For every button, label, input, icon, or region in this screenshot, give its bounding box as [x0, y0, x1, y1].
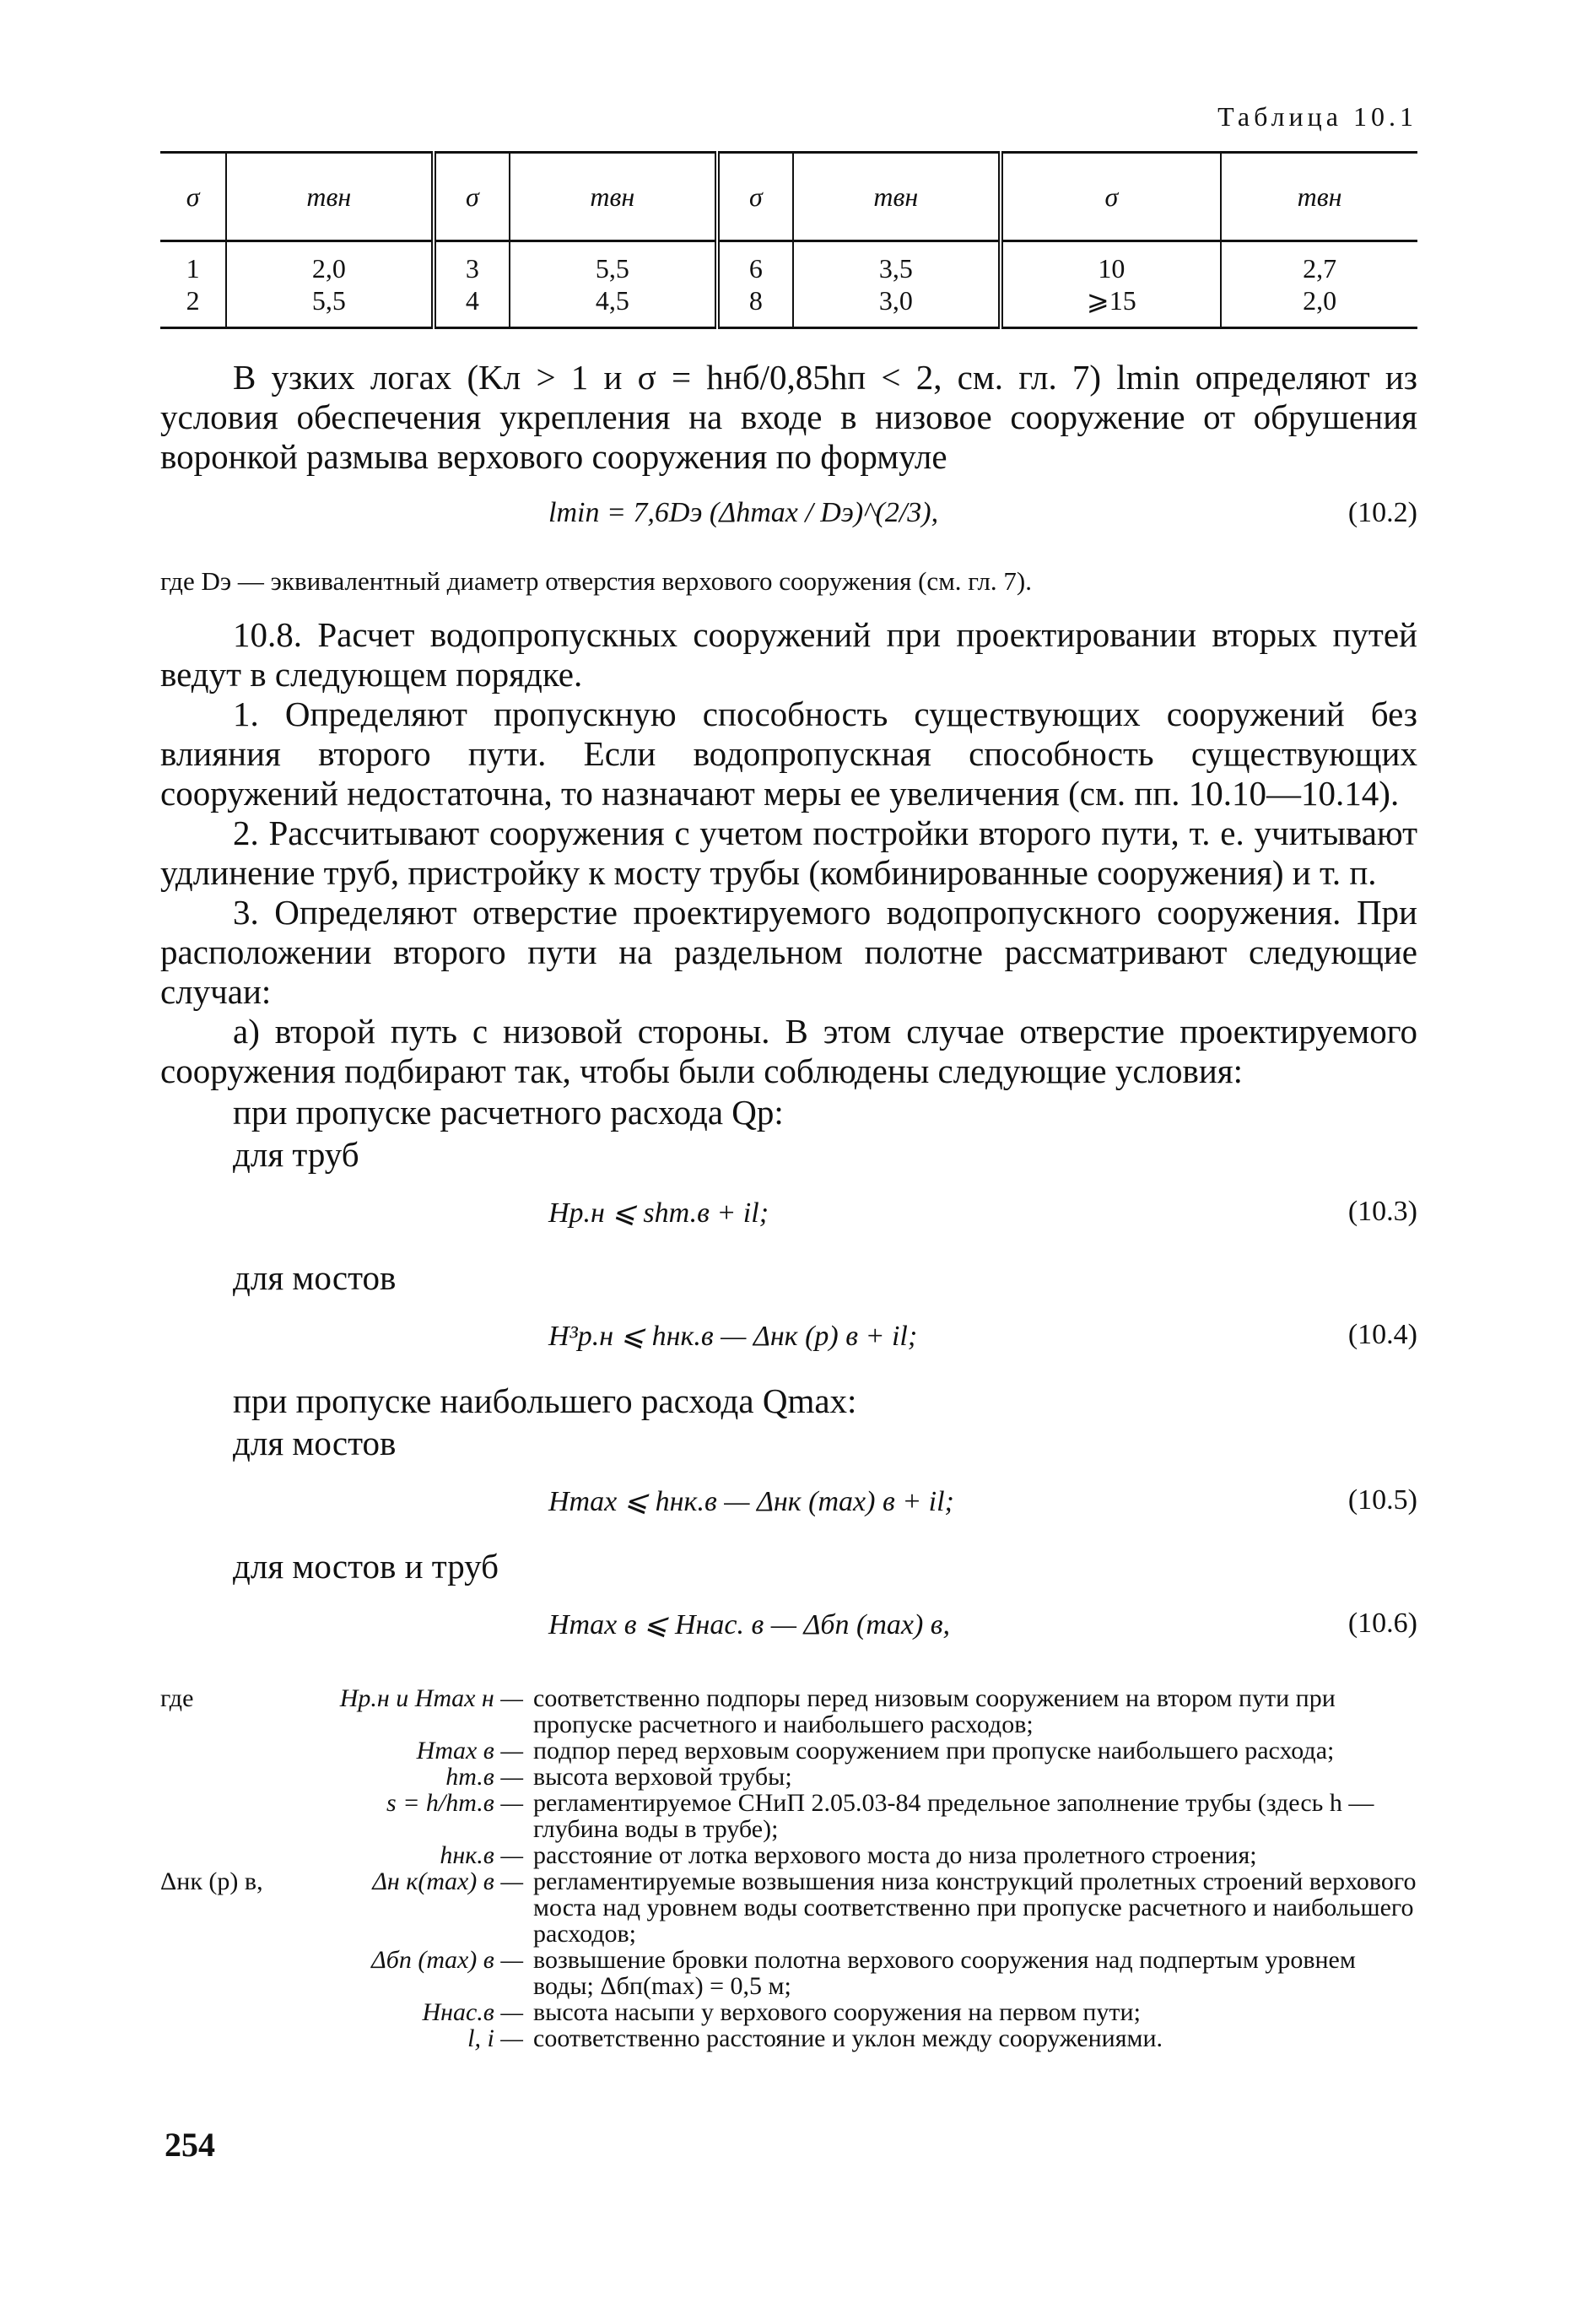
definition-text: соответственно подпоры перед низовым сооружением на втором пути при пропуске расчетного и наибольшего расходов;: [533, 1684, 1336, 1738]
formula-10-4: [160, 1299, 1417, 1380]
condition-max-flow: при пропуске наибольшего расхода Qmax:: [233, 1381, 857, 1420]
formula-number: (10.3): [1347, 1196, 1417, 1227]
table-10-1: [160, 151, 1417, 329]
definition-symbol-text: Δбп (max) в —: [371, 1946, 523, 1974]
table-caption: Таблица 10.1: [1217, 101, 1417, 132]
definition-text: регламентируемое СНиП 2.05.03-84 предельное заполнение трубы (здесь h — глубина воды в трубе);: [533, 1789, 1374, 1843]
table-header-cell: mвн: [226, 153, 433, 241]
table-body: [160, 241, 1417, 328]
definition-text: регламентируемые возвышения низа конструкций пролетных строений верхового моста над уровнем воды соответственно при пропуске расчетного и наибольшего расходов;: [533, 1867, 1417, 1948]
table-row: [160, 241, 1417, 328]
definition-symbol: [160, 1738, 523, 1764]
table-header-cell: mвн: [793, 153, 1000, 241]
formula-number: (10.5): [1347, 1484, 1417, 1516]
definitions-list: [160, 1685, 1417, 2051]
table-cell: 1 2: [160, 241, 226, 328]
definition-text: подпор перед верховым сооружением при пропуске наибольшего расхода;: [533, 1737, 1335, 1765]
label-pipes: для труб: [233, 1135, 359, 1174]
definition-text: возвышение бровки полотна верхового сооружения над подпертым уровнем воды; Δбп(max) = 0,5 м;: [533, 1946, 1356, 2000]
formula-expression: Hmax в ⩽ Hнас. в — Δбп (max) в,: [548, 1609, 951, 1640]
definition-row: [160, 1764, 1417, 1790]
table-header-cell: σ: [434, 153, 510, 241]
definition-text: высота насыпи у верхового сооружения на первом пути;: [533, 1998, 1141, 2026]
label-bridges: для мостов: [233, 1258, 397, 1297]
formula-10-3: [160, 1176, 1417, 1257]
definition-row: [160, 1947, 1417, 1999]
definition-text: высота верховой трубы;: [533, 1763, 792, 1791]
formula-10-6: [160, 1587, 1417, 1668]
definition-row: [160, 1999, 1417, 2025]
table-header-cell: σ: [1001, 153, 1222, 241]
paragraph-step-1: 1. Определяют пропускную способность существующих сооружений без влияния второго пути. Если водопропускная способность существующих сооружений недостаточна, то назначают меры ее увеличения (см. пп. 10.10—10.14).: [160, 694, 1417, 813]
definition-row: [160, 2025, 1417, 2051]
definition-symbol: [160, 1790, 523, 1842]
definition-symbol-text: Hнас.в —: [422, 1998, 523, 2026]
table-header-cell: σ: [717, 153, 794, 241]
paragraph-step-3: 3. Определяют отверстие проектируемого водопропускного сооружения. При расположении второго пути на раздельном полотне рассматривают следующие случаи:: [160, 893, 1417, 1011]
table-header-cell: σ: [160, 153, 226, 241]
definition-row: [160, 1868, 1417, 1947]
definition-lead: где: [160, 1684, 194, 1712]
paragraph-case-a: а) второй путь с низовой стороны. В этом случае отверстие проектируемого сооружения подбирают так, чтобы были соблюдены следующие условия:: [160, 1012, 1417, 1090]
table-header-cell: mвн: [510, 153, 716, 241]
label-bridges-and-pipes: для мостов и труб: [233, 1547, 499, 1586]
table-cell: 5,5 4,5: [510, 241, 716, 328]
formula-10-2: [160, 477, 1417, 558]
formula-number: (10.4): [1347, 1319, 1417, 1350]
definition-symbol-text: hт.в —: [445, 1763, 523, 1791]
definition-symbol: [160, 2025, 523, 2051]
paragraph-step-2: 2. Рассчитывают сооружения с учетом постройки второго пути, т. е. учитывают удлинение труб, пристройку к мосту трубы (комбинированные сооружения) и т. п.: [160, 813, 1417, 892]
definition-row: [160, 1790, 1417, 1842]
page-number: 254: [165, 2126, 215, 2164]
formula-expression: Hр.н ⩽ shт.в + il;: [548, 1197, 769, 1229]
definition-symbol-text: Hр.н и Hmax н —: [339, 1684, 523, 1712]
formula-10-5: [160, 1464, 1417, 1545]
label-bridges-2: для мостов: [233, 1424, 397, 1462]
page-content: [160, 101, 1417, 2051]
definition-lead: Δнк (р) в,: [160, 1867, 263, 1895]
table-header-cell: mвн: [1221, 153, 1417, 241]
formula-number: (10.2): [1347, 497, 1417, 528]
formula-number: (10.6): [1347, 1608, 1417, 1639]
definition-symbol: [160, 1999, 523, 2025]
definition-row: [160, 1738, 1417, 1764]
table-cell: 10 ⩾15: [1001, 241, 1222, 328]
paragraph-narrow-gullies: В узких логах (Kл > 1 и σ = hнб/0,85hп < 2, см. гл. 7) lmin определяют из условия обеспечения укрепления на входе в низовое сооружение от обрушения воронкой размыва верхового сооружения по формуле: [160, 358, 1417, 476]
definition-symbol: [160, 1685, 523, 1738]
definition-symbol-text: Δн к(max) в —: [372, 1867, 523, 1895]
definition-text: расстояние от лотка верхового моста до низа пролетного строения;: [533, 1841, 1257, 1869]
definition-symbol-text: hнк.в —: [440, 1841, 523, 1869]
definition-symbol: [160, 1868, 523, 1947]
formula-expression: lmin = 7,6Dэ (Δhmax / Dэ)^(2/3),: [548, 497, 939, 528]
definition-row: [160, 1685, 1417, 1738]
table-cell: 2,0 5,5: [226, 241, 433, 328]
definition-text: соответственно расстояние и уклон между сооружениями.: [533, 2024, 1163, 2052]
paragraph-10-8: 10.8. Расчет водопропускных сооружений при проектировании вторых путей ведут в следующем порядке.: [160, 615, 1417, 694]
table-cell: 6 8: [717, 241, 794, 328]
definition-symbol-text: Hmax в —: [416, 1737, 523, 1765]
table-cell: 3,5 3,0: [793, 241, 1000, 328]
definition-symbol: [160, 1947, 523, 1999]
definition-symbol-text: s = h/hт.в —: [386, 1789, 523, 1817]
formula-note: где Dэ — эквивалентный диаметр отверстия верхового сооружения (см. гл. 7).: [160, 566, 1032, 596]
table-cell: 2,7 2,0: [1303, 253, 1337, 316]
formula-expression: H³р.н ⩽ hнк.в — Δнк (р) в + il;: [548, 1321, 918, 1352]
table-header-row: [160, 153, 1417, 241]
condition-design-flow: при пропуске расчетного расхода Qр:: [233, 1093, 784, 1132]
formula-expression: Hmax ⩽ hнк.в — Δнк (max) в + il;: [548, 1486, 954, 1517]
definition-symbol: [160, 1764, 523, 1790]
definition-row: [160, 1842, 1417, 1868]
definition-symbol: [160, 1842, 523, 1868]
definition-symbol-text: l, i —: [467, 2024, 523, 2052]
table-cell: 3 4: [434, 241, 510, 328]
